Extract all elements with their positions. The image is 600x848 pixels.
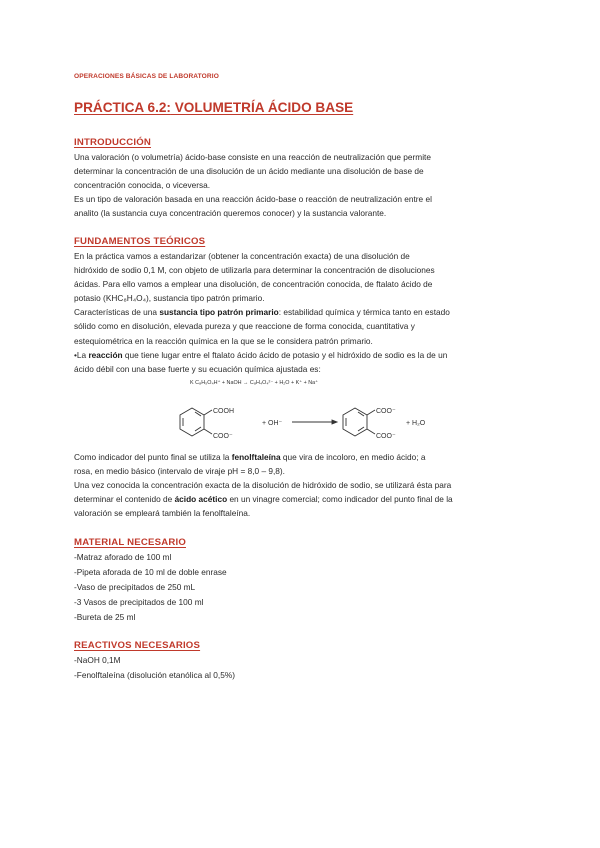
list-item: -Vaso de precipitados de 250 mL: [74, 581, 196, 592]
text-line: Una vez conocida la concentración exacta de la disolución de hidróxido de sodio, se utilizará ésta para: [74, 480, 452, 491]
reactant-group-bottom: COO⁻: [213, 433, 233, 440]
bold-term: reacción: [88, 349, 123, 360]
intro-line: analito (la sustancia cuya concentración queremos conocer) y la sustancia valorante.: [74, 208, 387, 219]
reaction-arrow-icon: [292, 420, 337, 424]
section-heading-fundamentos: FUNDAMENTOS TEÓRICOS: [74, 236, 206, 247]
title-prefix: PRÁCTICA 6.2:: [74, 100, 171, 115]
indicator-paragraph: [74, 450, 534, 520]
reaction-diagram: [170, 400, 440, 450]
text-line: estequiométrica en la reacción química en la que se le considera patrón primario.: [74, 335, 373, 346]
list-item: -NaOH 0,1M: [74, 655, 121, 665]
chemical-equation: K C₈H₅O₄H⁺ + NaOH → C₈H₄O₄²⁻ + H₂O + K⁺ + Na⁺: [190, 380, 318, 386]
section-heading-introduccion: INTRODUCCIÓN: [74, 137, 152, 148]
intro-paragraph: [74, 150, 534, 220]
text-span: Como indicador del punto final se utiliza la: [74, 452, 232, 462]
hydroxide-term: + OH⁻: [262, 420, 283, 427]
intro-line: concentración conocida, o viceversa.: [74, 180, 211, 191]
list-item: -Fenolftaleína (disolución etanólica al 0,5%): [74, 669, 235, 680]
text-span: en un vinagre comercial; como indicador del punto final de la: [227, 494, 453, 505]
running-header: OPERACIONES BÁSICAS DE LABORATORIO: [74, 73, 219, 80]
material-list: [74, 550, 227, 625]
list-item: -Bureta de 25 ml: [74, 611, 136, 622]
text-span: que vira de incoloro, en medio ácido; a: [280, 452, 426, 462]
text-line: potasio (KHC₈H₄O₄), sustancia tipo patrón primario.: [74, 293, 265, 304]
bold-term: sustancia tipo patrón primario: [159, 307, 279, 318]
text-line: hidróxido de sodio 0,1 M, con objeto de utilizarla para determinar la concentración de disoluciones: [74, 265, 435, 276]
text-span: : estabilidad química y térmica tanto en estado: [278, 307, 450, 318]
list-item: -Matraz aforado de 100 ml: [74, 552, 172, 562]
intro-line: Una valoración (o volumetría) ácido-base consiste en una reacción de neutralización que permite: [74, 152, 431, 162]
title-rest: VOLUMETRÍA ÁCIDO BASE: [170, 100, 354, 115]
fundamentos-paragraph: [74, 249, 534, 376]
section-heading-reactivos: REACTIVOS NECESARIOS: [74, 640, 201, 651]
text-line: ácido débil con una base fuerte y su ecuación química ajustada es:: [74, 363, 321, 374]
text-line: En la práctica vamos a estandarizar (obtener la concentración exacta) de una disolución de: [74, 251, 410, 261]
text-span: Características de una: [74, 307, 160, 318]
text-line: [74, 450, 534, 464]
text-span: que tiene lugar entre el ftalato ácido ácido de potasio y el hidróxido de sodio es la de un: [122, 349, 448, 360]
bold-term: ácido acético: [174, 494, 228, 505]
text-line: valoración se empleará también la fenolftaleína.: [74, 508, 251, 519]
text-line: rosa, en medio básico (intervalo de viraje pH = 8,0 – 9,8).: [74, 466, 285, 477]
intro-line: Es un tipo de valoración basada en una reacción ácido-base o reacción de neutralización entre el: [74, 194, 432, 205]
text-span: •La: [74, 349, 89, 360]
product-group-bottom: COO⁻: [376, 433, 396, 440]
reactant-group-top: COOH: [213, 408, 234, 415]
list-item: -Pipeta aforada de 10 ml de doble enrase: [74, 566, 227, 577]
water-term: + H₂O: [406, 420, 426, 427]
phthalate-product-ring-icon: [343, 408, 375, 436]
text-line: [74, 305, 534, 319]
text-line: [74, 492, 534, 506]
product-group-top: COO⁻: [376, 408, 396, 415]
reactivos-list: [74, 653, 235, 683]
text-line: [74, 348, 534, 362]
section-heading-material: MATERIAL NECESARIO: [74, 537, 186, 548]
list-item: -3 Vasos de precipitados de 100 ml: [74, 596, 204, 607]
phthalate-reactant-ring-icon: [180, 408, 212, 436]
intro-line: determinar la concentración de una disolución de un ácido mediante una disolución de base de: [74, 166, 424, 177]
page-title: [74, 100, 353, 115]
text-line: sólido como en disolución, elevada pureza y que reaccione de forma conocida, cuantitativa y: [74, 321, 415, 332]
bold-term: fenolftaleína: [231, 452, 281, 462]
text-line: ácidas. Para ello vamos a emplear una disolución, de concentración conocida, de ftalato ácido de: [74, 279, 433, 290]
text-span: determinar el contenido de: [74, 494, 175, 505]
